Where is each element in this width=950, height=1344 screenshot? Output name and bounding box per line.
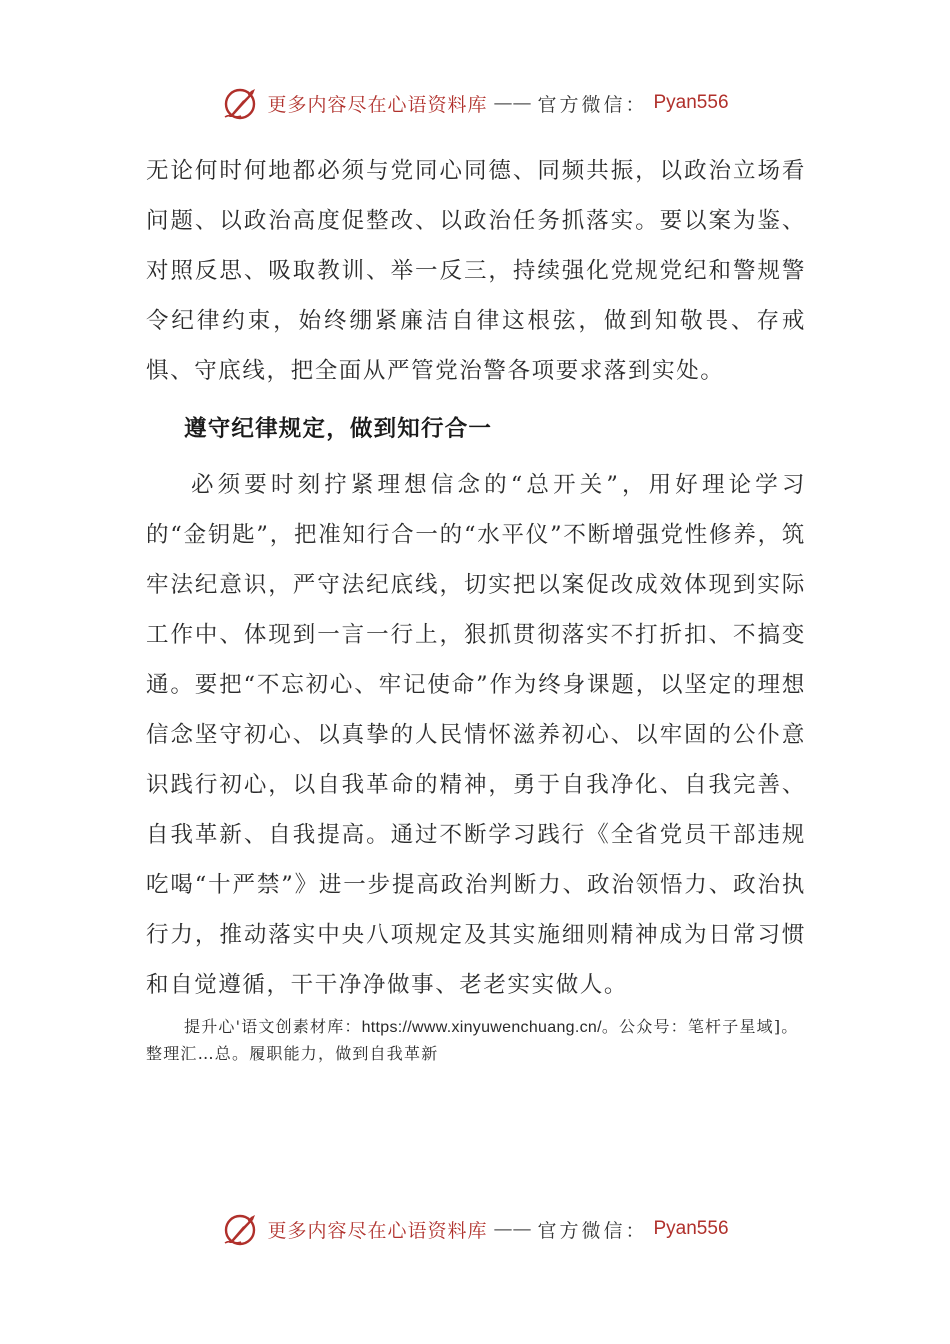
banner-separator: —— (493, 92, 532, 114)
note-suffix: 。公众号：笔杆子星域]。整理汇…总。履职能力，做到自我革新 (146, 1017, 799, 1063)
banner-wechat-label: 官方微信： (537, 93, 648, 116)
quill-pen-logo-icon (221, 83, 261, 123)
paragraph-1: 无论何时何地都必须与党同心同德、同频共振，以政治立场看问题、以政治高度促整改、以政治任务抓落实。要以案为鉴、对照反思、吸取教训、举一反三，持续强化党规党纪和警规警令纪律约束，始终绷紧廉洁自律这根弦，做到知敬畏、存戒惧、守底线，把全面从严管党治警各项要求落到实处。 (146, 158, 806, 384)
quill-pen-logo-icon (221, 1209, 261, 1249)
document-body (146, 146, 806, 1067)
paragraph-2: 必须要时刻拧紧理想信念的“总开关”，用好理论学习的“金钥匙”，把准知行合一的“水平仪”不断增强党性修养，筑牢法纪意识，严守法纪底线，切实把以案促改成效体现到实际工作中、体现到一言一行上，狠抓贯彻落实不打折扣、不搞变通。要把“不忘初心、牢记使命”作为终身课题，以坚定的理想信念坚守初心、以真挚的人民情怀滋养初心、以牢固的公仆意识践行初心，以自我革命的精神，勇于自我净化、自我完善、自我革新、自我提高。通过不断学习践行《全省党员干部违规吃喝“十严禁”》进一步提高政治判断力、政治领悟力、政治执行力，推动落实中央八项规定及其实施细则精神成为日常习惯和自觉遵循，干干净净做事、老老实实做人。 (146, 472, 806, 998)
footer-banner (0, 1204, 950, 1254)
banner-wechat-id: Pyan556 (653, 92, 729, 113)
banner-wechat-id: Pyan556 (653, 1218, 729, 1239)
banner-separator: —— (493, 1218, 532, 1240)
source-note (146, 1014, 806, 1067)
banner-wechat-label: 官方微信： (537, 1219, 648, 1242)
note-prefix: 提升心'语文创素材库： (184, 1017, 362, 1036)
section-heading: 遵守纪律规定，做到知行合一 (184, 416, 493, 442)
banner-tagline: 更多内容尽在心语资料库 (267, 1219, 488, 1242)
banner-tagline: 更多内容尽在心语资料库 (267, 93, 488, 116)
header-banner (0, 78, 950, 128)
note-url-link[interactable]: https://www.xinyuwenchuang.cn/ (361, 1019, 602, 1036)
